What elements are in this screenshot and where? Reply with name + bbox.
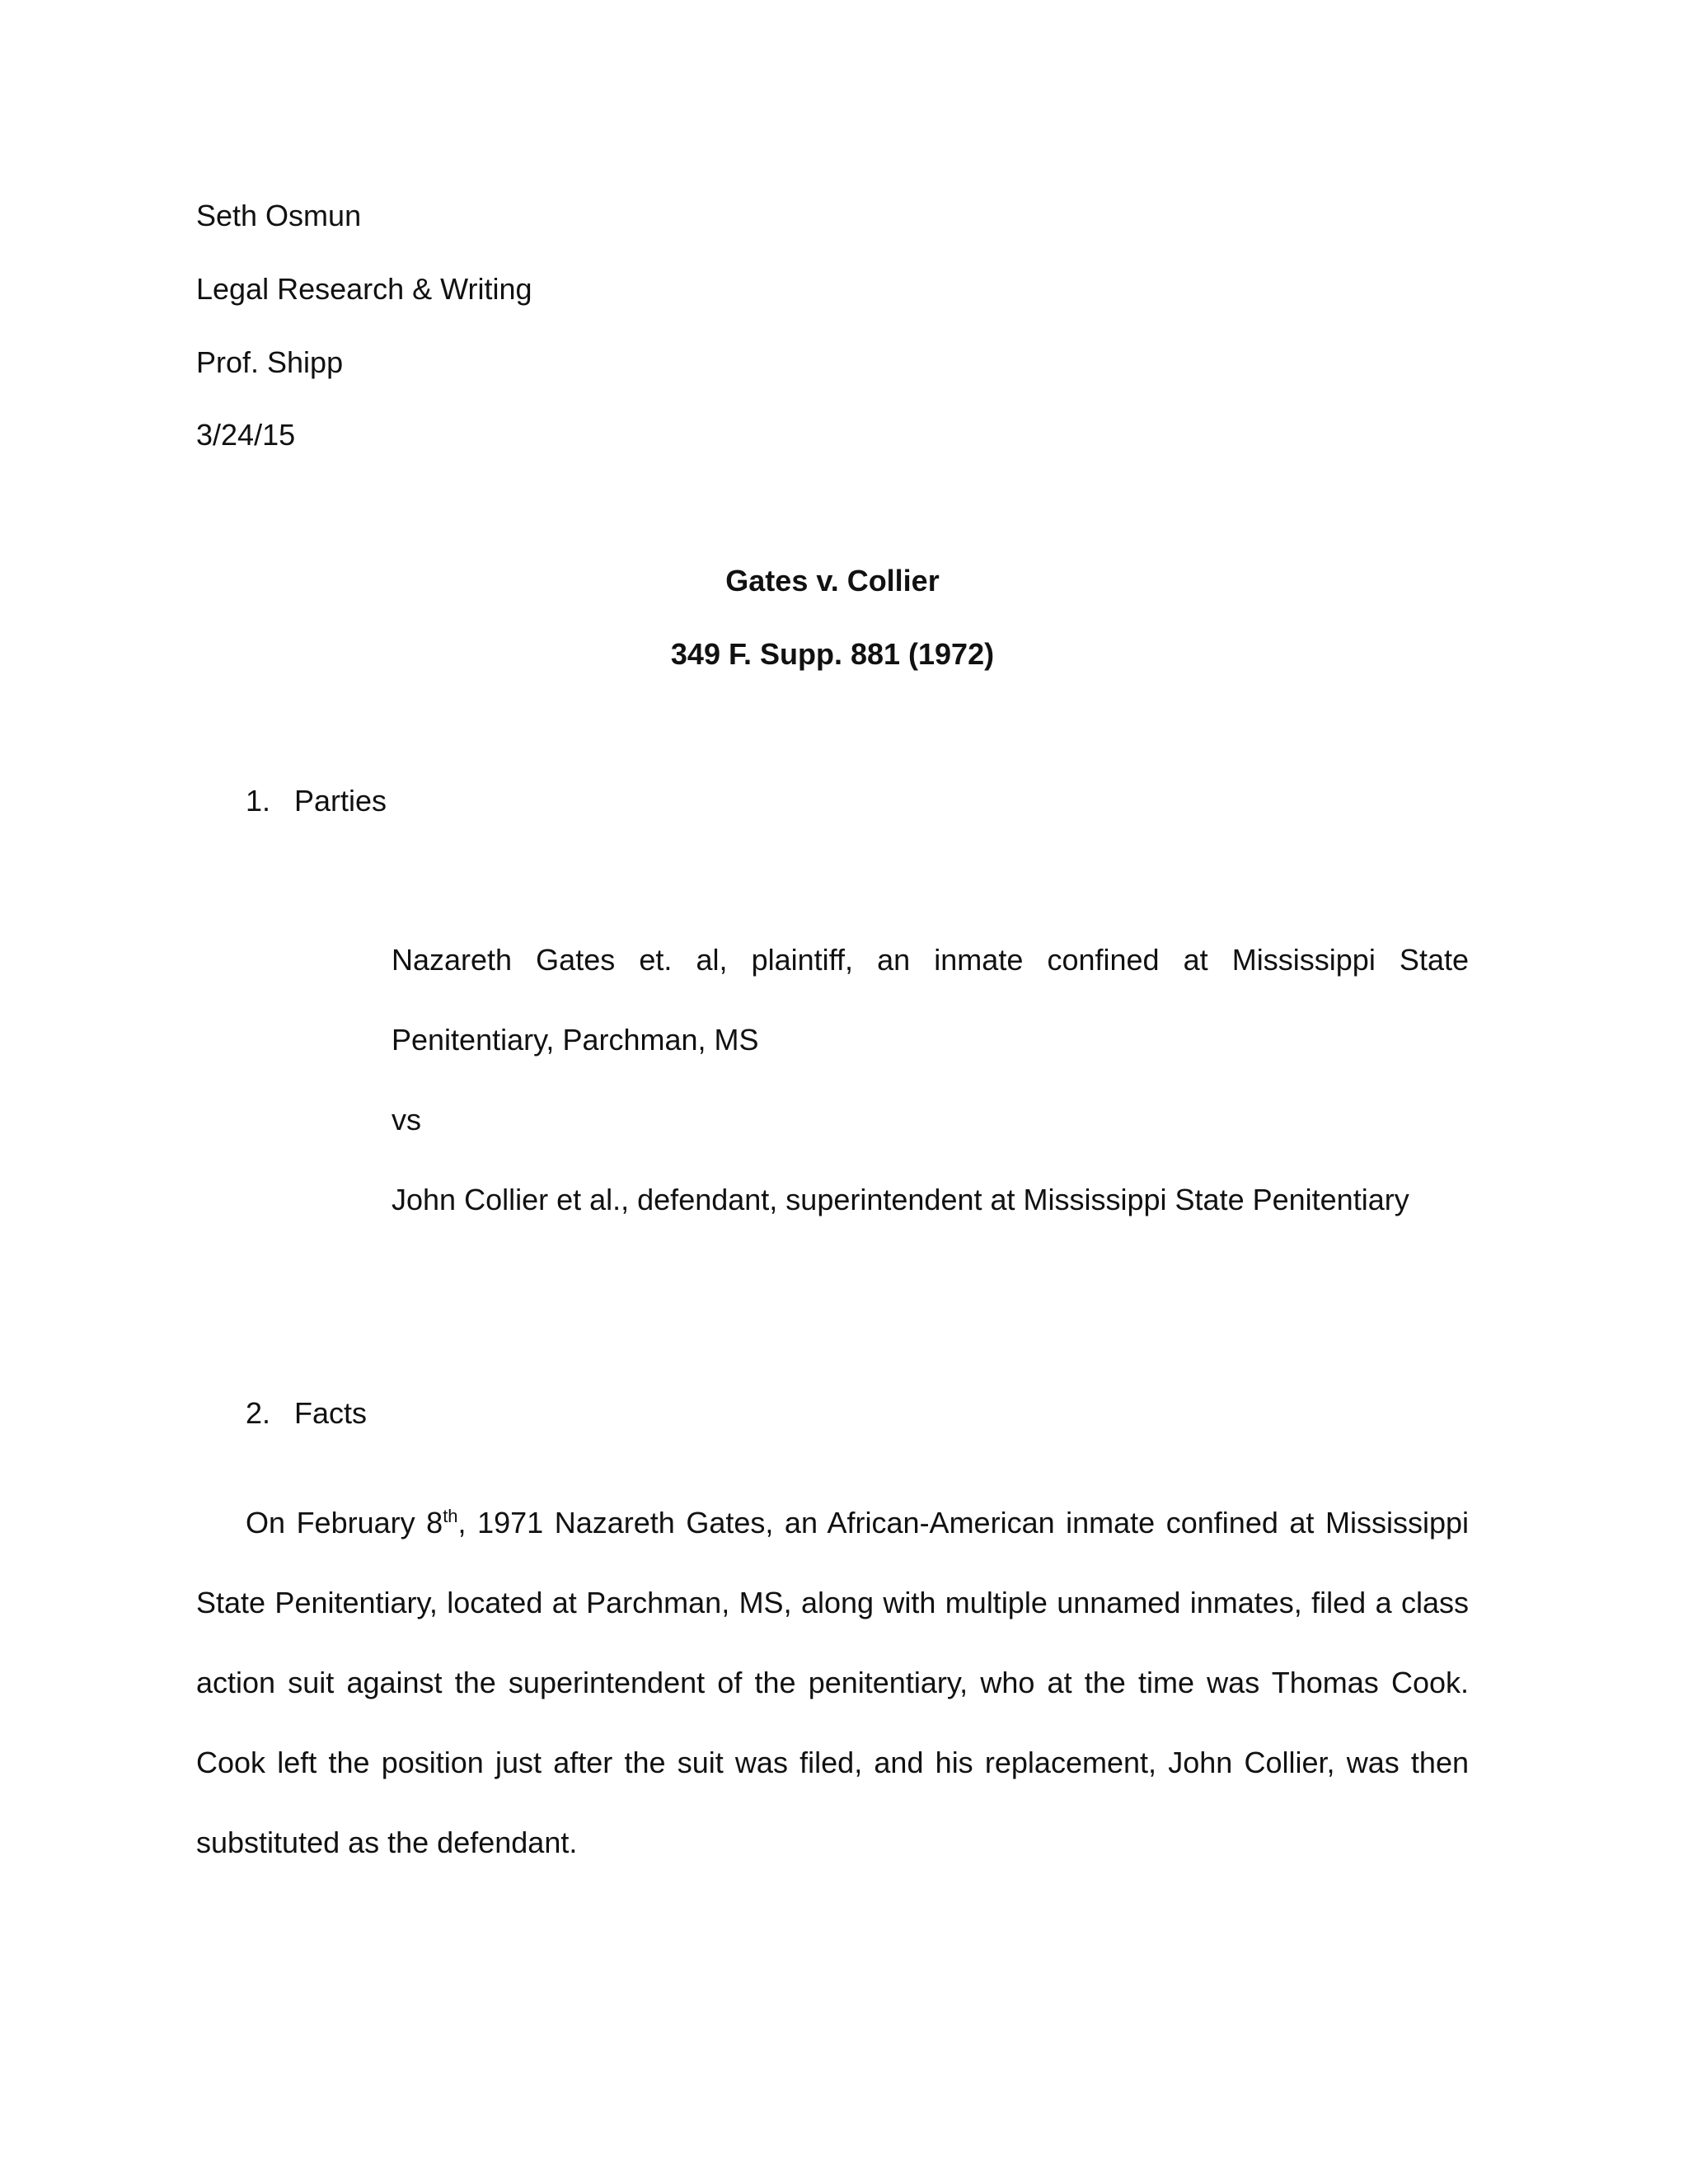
versus-label: vs <box>392 1103 421 1137</box>
section-heading-parties: Parties <box>294 784 387 818</box>
section-number-parties: 1. <box>246 784 271 818</box>
section-heading-facts: Facts <box>294 1396 368 1430</box>
facts-paragraph-line-5: substituted as the defendant. <box>196 1825 578 1859</box>
facts-paragraph-line-4: Cook left the position just after the suit was filed, and his replacement, John Collier, was then <box>196 1746 1469 1779</box>
facts-paragraph-line-2: State Penitentiary, located at Parchman, MS, along with multiple unnamed inmates, filed a class <box>196 1586 1469 1619</box>
case-citation: 349 F. Supp. 881 (1972) <box>670 637 995 671</box>
facts-line1-end: , 1971 Nazareth Gates, an African-American inmate confined at Mississippi <box>457 1506 1469 1540</box>
author-name: Seth Osmun <box>196 199 362 232</box>
plaintiff-line-1: Nazareth Gates et. al, plaintiff, an inmate confined at Mississippi State <box>392 943 1469 977</box>
facts-paragraph-line-3: action suit against the superintendent of the penitentiary, who at the time was Thomas Cook. <box>196 1666 1469 1699</box>
section-number-facts: 2. <box>246 1396 271 1430</box>
facts-line1-start: On February 8 <box>246 1506 443 1540</box>
case-title: Gates v. Collier <box>725 564 940 598</box>
plaintiff-line-2: Penitentiary, Parchman, MS <box>392 1023 759 1057</box>
professor-name: Prof. Shipp <box>196 345 344 379</box>
ordinal-suffix: th <box>443 1506 458 1526</box>
document-date: 3/24/15 <box>196 418 296 452</box>
facts-paragraph-line-1 <box>246 1505 1469 1541</box>
course-name: Legal Research & Writing <box>196 272 532 306</box>
defendant-line: John Collier et al., defendant, superintendent at Mississippi State Penitentiary <box>392 1183 1409 1216</box>
